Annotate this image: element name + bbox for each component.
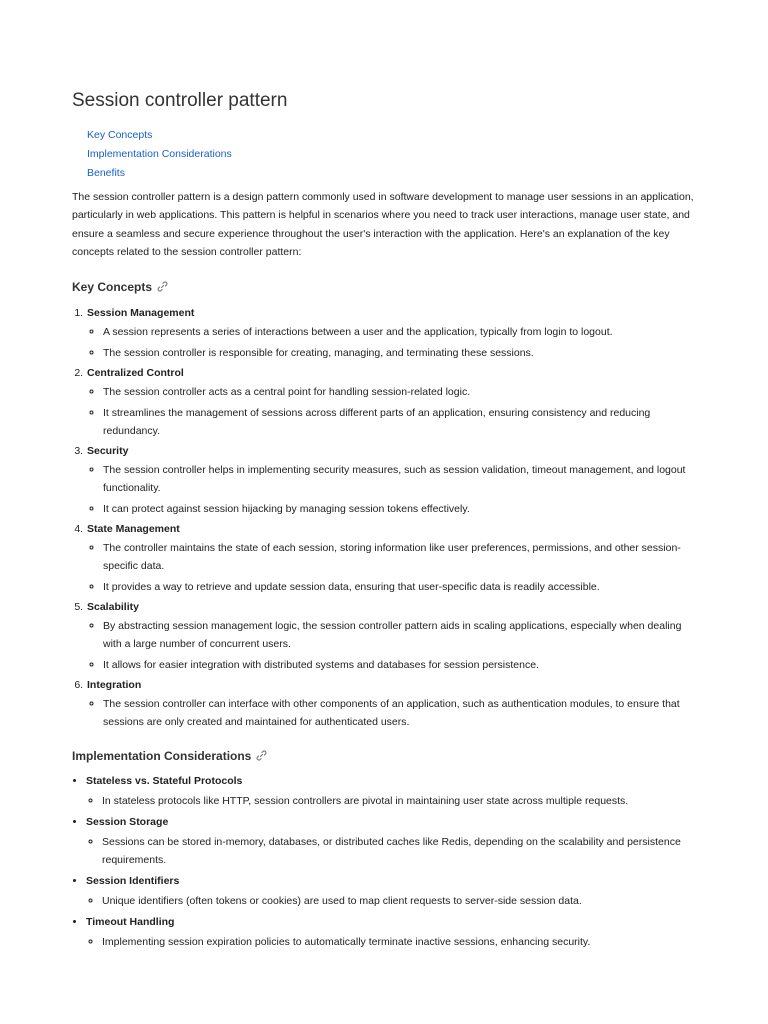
list-item: ◦ The session controller acts as a central point for handling session-related logic. bbox=[103, 383, 696, 401]
concept-title: Session Management bbox=[87, 306, 195, 319]
concept-title: State Management bbox=[87, 522, 180, 535]
key-concepts-heading bbox=[72, 279, 696, 295]
list-item bbox=[86, 442, 696, 518]
toc-link-key-concepts[interactable]: Key Concepts bbox=[87, 129, 153, 141]
list-item: ◦ Unique identifiers (often tokens or cookies) are used to map client requests to server-side session data. bbox=[102, 892, 696, 910]
intro-paragraph: The session controller pattern is a design pattern commonly used in software development to manage user sessions in an application, particularly in web applications. This pattern is helpful in scenarios where you need to track user interactions, manage user state, and ensure a seamless and secure experience throughout the user's interaction with the application. Here's an explanation of the key concepts related to the session controller pattern: bbox=[72, 191, 694, 259]
list-item bbox=[86, 598, 696, 674]
concept-title: Centralized Control bbox=[87, 366, 184, 379]
toc-item-benefits bbox=[87, 164, 696, 183]
list-item: ◦ Sessions can be stored in-memory, databases, or distributed caches like Redis, depending on the scalability and persistence requirements. bbox=[102, 833, 696, 869]
list-item: ◦ A session represents a series of interactions between a user and the application, typically from login to logout. bbox=[103, 323, 696, 341]
concept-title: Integration bbox=[87, 678, 142, 691]
link-icon[interactable] bbox=[256, 750, 267, 761]
list-item: ◦ It can protect against session hijacking by managing session tokens effectively. bbox=[103, 500, 696, 518]
table-of-contents bbox=[72, 126, 696, 183]
list-item: ◦ The session controller helps in implementing security measures, such as session validation, timeout management, and logout functionality. bbox=[103, 461, 696, 497]
consideration-title: Session Identifiers bbox=[86, 874, 180, 887]
sub-list bbox=[87, 461, 696, 518]
implementation-heading-text: Implementation Considerations bbox=[72, 748, 252, 763]
sub-list bbox=[87, 383, 696, 440]
list-item: ◦ The session controller is responsible for creating, managing, and terminating these sessions. bbox=[103, 344, 696, 362]
list-item bbox=[86, 772, 696, 810]
list-item: ◦ In stateless protocols like HTTP, session controllers are pivotal in maintaining user state across multiple requests. bbox=[102, 792, 696, 810]
sub-list bbox=[86, 892, 696, 910]
concept-title: Scalability bbox=[87, 600, 139, 613]
consideration-title: Timeout Handling bbox=[86, 915, 175, 928]
sub-list bbox=[87, 323, 696, 362]
sub-list bbox=[87, 617, 696, 674]
implementation-list bbox=[72, 772, 696, 951]
list-item bbox=[86, 364, 696, 440]
list-item: ◦ Implementing session expiration policies to automatically terminate inactive sessions, enhancing security. bbox=[102, 933, 696, 951]
list-item: ◦ The session controller can interface with other components of an application, such as authentication modules, to ensure that sessions are only created and maintained for authenticated users. bbox=[103, 695, 696, 731]
list-item: ◦ It streamlines the management of sessions across different parts of an application, ensuring consistency and reducing redundancy. bbox=[103, 404, 696, 440]
implementation-heading bbox=[72, 748, 696, 764]
list-item bbox=[86, 872, 696, 910]
sub-list bbox=[87, 539, 696, 596]
page-title: Session controller pattern bbox=[72, 90, 288, 111]
sub-list bbox=[86, 833, 696, 869]
list-item: ◦ It allows for easier integration with distributed systems and databases for session persistence. bbox=[103, 656, 696, 674]
list-item bbox=[86, 913, 696, 951]
toc-link-implementation[interactable]: Implementation Considerations bbox=[87, 148, 232, 160]
list-item: ◦ The controller maintains the state of each session, storing information like user preferences, permissions, and other session-specific data. bbox=[103, 539, 696, 575]
link-icon[interactable] bbox=[157, 281, 168, 292]
list-item: ◦ By abstracting session management logic, the session controller pattern aids in scaling applications, especially when dealing with a large number of concurrent users. bbox=[103, 617, 696, 653]
list-item bbox=[86, 813, 696, 869]
list-item bbox=[86, 304, 696, 362]
toc-link-benefits[interactable]: Benefits bbox=[87, 167, 125, 179]
key-concepts-heading-text: Key Concepts bbox=[72, 279, 153, 294]
toc-item-key-concepts bbox=[87, 126, 696, 145]
toc-item-implementation bbox=[87, 145, 696, 164]
key-concepts-list bbox=[72, 304, 696, 731]
consideration-title: Session Storage bbox=[86, 815, 169, 828]
sub-list bbox=[86, 792, 696, 810]
concept-title: Security bbox=[87, 444, 129, 457]
sub-list bbox=[87, 695, 696, 731]
list-item bbox=[86, 520, 696, 596]
list-item: ◦ It provides a way to retrieve and update session data, ensuring that user-specific data is readily accessible. bbox=[103, 578, 696, 596]
list-item bbox=[86, 676, 696, 731]
sub-list bbox=[86, 933, 696, 951]
consideration-title: Stateless vs. Stateful Protocols bbox=[86, 774, 243, 787]
